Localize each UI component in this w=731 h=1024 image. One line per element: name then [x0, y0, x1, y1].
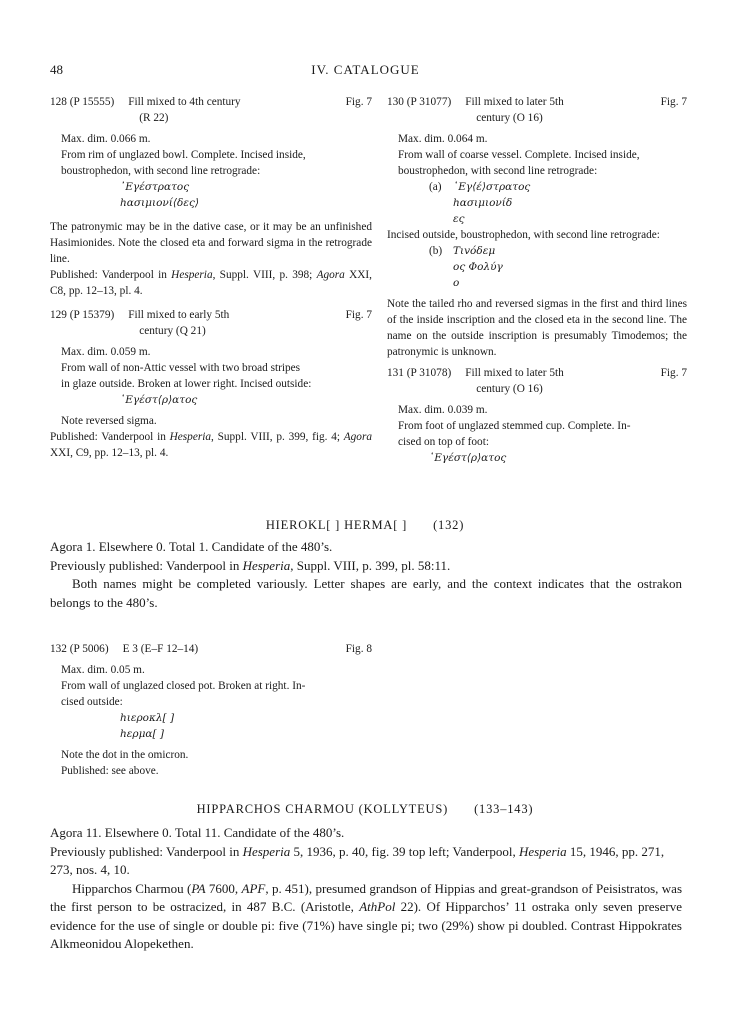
- entry-132-context: E 3 (E–F 12–14): [122, 643, 199, 655]
- entry-131-dim: Max. dim. 0.039 m.: [398, 404, 488, 416]
- entry-128-greek-1: ᾿Εγέστρατος: [120, 181, 190, 193]
- section-heading-hipparchos: HIPPARCHOS CHARMOU (KOLLYTEUS) (133–143): [196, 802, 534, 816]
- entry-128: [50, 94, 372, 299]
- entry-132: [50, 641, 372, 779]
- entry-132-greek-2: hερμα[ ]: [120, 728, 165, 740]
- entry-130-outside: Incised outside, boustrophedon, with second line retrograde:: [387, 229, 660, 241]
- left-column: [50, 94, 372, 461]
- entry-130-header: [387, 94, 687, 126]
- entry-128-header: [50, 94, 372, 126]
- entry-129-number: 129 (P 15379): [50, 309, 115, 321]
- hierokl-stats: Agora 1. Elsewhere 0. Total 1. Candidate of the 480’s.: [50, 539, 333, 554]
- entry-130: [387, 94, 687, 360]
- entry-131-number: 131 (P 31078): [387, 367, 452, 379]
- entry-131-desc-1: From foot of unglazed stemmed cup. Complete. In-: [398, 420, 631, 432]
- entry-130-desc-2: boustrophedon, with second line retrograde:: [398, 165, 598, 177]
- entry-131-desc-2: cised on top of foot:: [398, 436, 489, 448]
- entry-128-greek-2: hασιμιονί⟨δες⟩: [120, 197, 199, 209]
- entry-129-desc-1: From wall of non-Attic vessel with two broad stripes: [61, 362, 301, 374]
- entry-131-fig: Fig. 7: [660, 367, 687, 379]
- entry-128-dim: Max. dim. 0.066 m.: [61, 133, 151, 145]
- entry-131-greek-1: ῾Εγέστ⟨ρ⟩ατος: [429, 452, 507, 464]
- entry-128-context: Fill mixed to 4th century (R 22): [128, 96, 241, 124]
- section-range-hipparchos: (133–143): [474, 802, 534, 816]
- entry-130-greek-a: (a) ῾Εγ⟨έ⟩στρατος hασιμιονίδ ες: [429, 181, 531, 225]
- entry-128-fig: Fig. 7: [345, 96, 372, 108]
- section-body-hierokl: [50, 538, 682, 612]
- entry-129: [50, 307, 372, 461]
- entry-132-desc-2: cised outside:: [61, 696, 123, 708]
- section-heading-hierokl: HIEROKL[ ] HERMA[ ] (132): [265, 518, 465, 532]
- entry-128-published: Published: Vanderpool in Hesperia, Suppl. VIII, p. 398; Agora XXI, C8, pp. 12–13, pl. 4.: [50, 269, 372, 297]
- entry-132-header: [50, 641, 372, 657]
- entry-132-fig: Fig. 8: [345, 643, 372, 655]
- entry-131: [387, 365, 687, 466]
- label-a: (a): [429, 181, 442, 193]
- entry-132-desc-1: From wall of unglazed closed pot. Broken at right. In-: [61, 680, 306, 692]
- entry-130-note: Note the tailed rho and reversed sigmas in the first and third lines of the inside inscription and the closed eta in the second line. The name on the outside inscription is presumably Timodemos; the patronymic is unknown.: [387, 298, 687, 358]
- right-column: [387, 94, 687, 466]
- section-body-hipparchos: [50, 824, 682, 954]
- hierokl-paragraph: Both names might be completed variously. Letter shapes are early, and the context indicates that the ostrakon belongs to the 480’s.: [50, 576, 682, 610]
- entry-129-greek-1: ῾Εγέστ⟨ρ⟩ατος: [120, 394, 198, 406]
- entry-132-greek-1: hιεροκλ[ ]: [120, 712, 175, 724]
- entry-128-note: The patronymic may be in the dative case, or it may be an unfinished Hasimionides. Note the closed eta and forward sigma in the retrograde line.: [50, 221, 372, 265]
- entry-129-desc-2: in glaze outside. Broken at lower right. Incised outside:: [61, 378, 312, 390]
- entry-128-desc-1: From rim of unglazed bowl. Complete. Incised inside,: [61, 149, 306, 161]
- entry-130-desc-1: From wall of coarse vessel. Complete. Incised inside,: [398, 149, 640, 161]
- hipparchos-previously-published: Previously published: Vanderpool in Hesperia 5, 1936, p. 40, fig. 39 top left; Vanderpool, Hesperia 15, 1946, pp. 271, 273, nos. 4, 10.: [50, 843, 665, 877]
- entry-131-context: Fill mixed to later 5th century (O 16): [465, 367, 564, 395]
- page-number: 48: [50, 62, 63, 77]
- entry-132-dim: Max. dim. 0.05 m.: [61, 664, 145, 676]
- entry-129-fig: Fig. 7: [345, 309, 372, 321]
- entry-129-context: Fill mixed to early 5th century (Q 21): [128, 309, 230, 337]
- section-range-hierokl: (132): [433, 518, 465, 532]
- entry-130-dim: Max. dim. 0.064 m.: [398, 133, 488, 145]
- running-title: IV. CATALOGUE: [311, 62, 420, 77]
- entry-130-context: Fill mixed to later 5th century (O 16): [465, 96, 564, 124]
- entry-132-published: Published: see above.: [61, 765, 159, 777]
- entry-129-dim: Max. dim. 0.059 m.: [61, 346, 151, 358]
- entry-128-number: 128 (P 15555): [50, 96, 115, 108]
- entry-129-note: Note reversed sigma.: [61, 415, 157, 427]
- entry-132-note: Note the dot in the omicron.: [61, 749, 189, 761]
- entry-130-greek-b: (b) Τιvόδεμ ος Φολύγ ο: [429, 245, 503, 289]
- hipparchos-paragraph: Hipparchos Charmou (PA 7600, APF, p. 451), presumed grandson of Hippias and great-grandson of Peisistratos, was the first person to be ostracized, in 487 B.C. (Aristotle, AthPol 22). Of Hipparchos’ 11 ostraka only seven preserve evidence for the use of single or double pi: five (71%) have single pi; two (29%) show pi doubled. Contrast Hippokrates Alkmeonidou Alopekethen.: [50, 880, 682, 951]
- entry-130-number: 130 (P 31077): [387, 96, 452, 108]
- entry-128-desc-2: boustrophedon, with second line retrograde:: [61, 165, 261, 177]
- hierokl-previously-published: Previously published: Vanderpool in Hesperia, Suppl. VIII, p. 399, pl. 58:11.: [50, 557, 451, 573]
- entry-132-number: 132 (P 5006): [50, 643, 109, 655]
- label-b: (b): [429, 245, 443, 257]
- entry-129-published: Published: Vanderpool in Hesperia, Suppl. VIII, p. 399, fig. 4; Agora XXI, C9, pp. 12–13, pl. 4.: [50, 431, 372, 459]
- entry-130-fig: Fig. 7: [660, 96, 687, 108]
- entry-129-header: [50, 307, 372, 339]
- hipparchos-stats: Agora 11. Elsewhere 0. Total 11. Candidate of the 480’s.: [50, 825, 345, 840]
- entry-131-header: [387, 365, 687, 397]
